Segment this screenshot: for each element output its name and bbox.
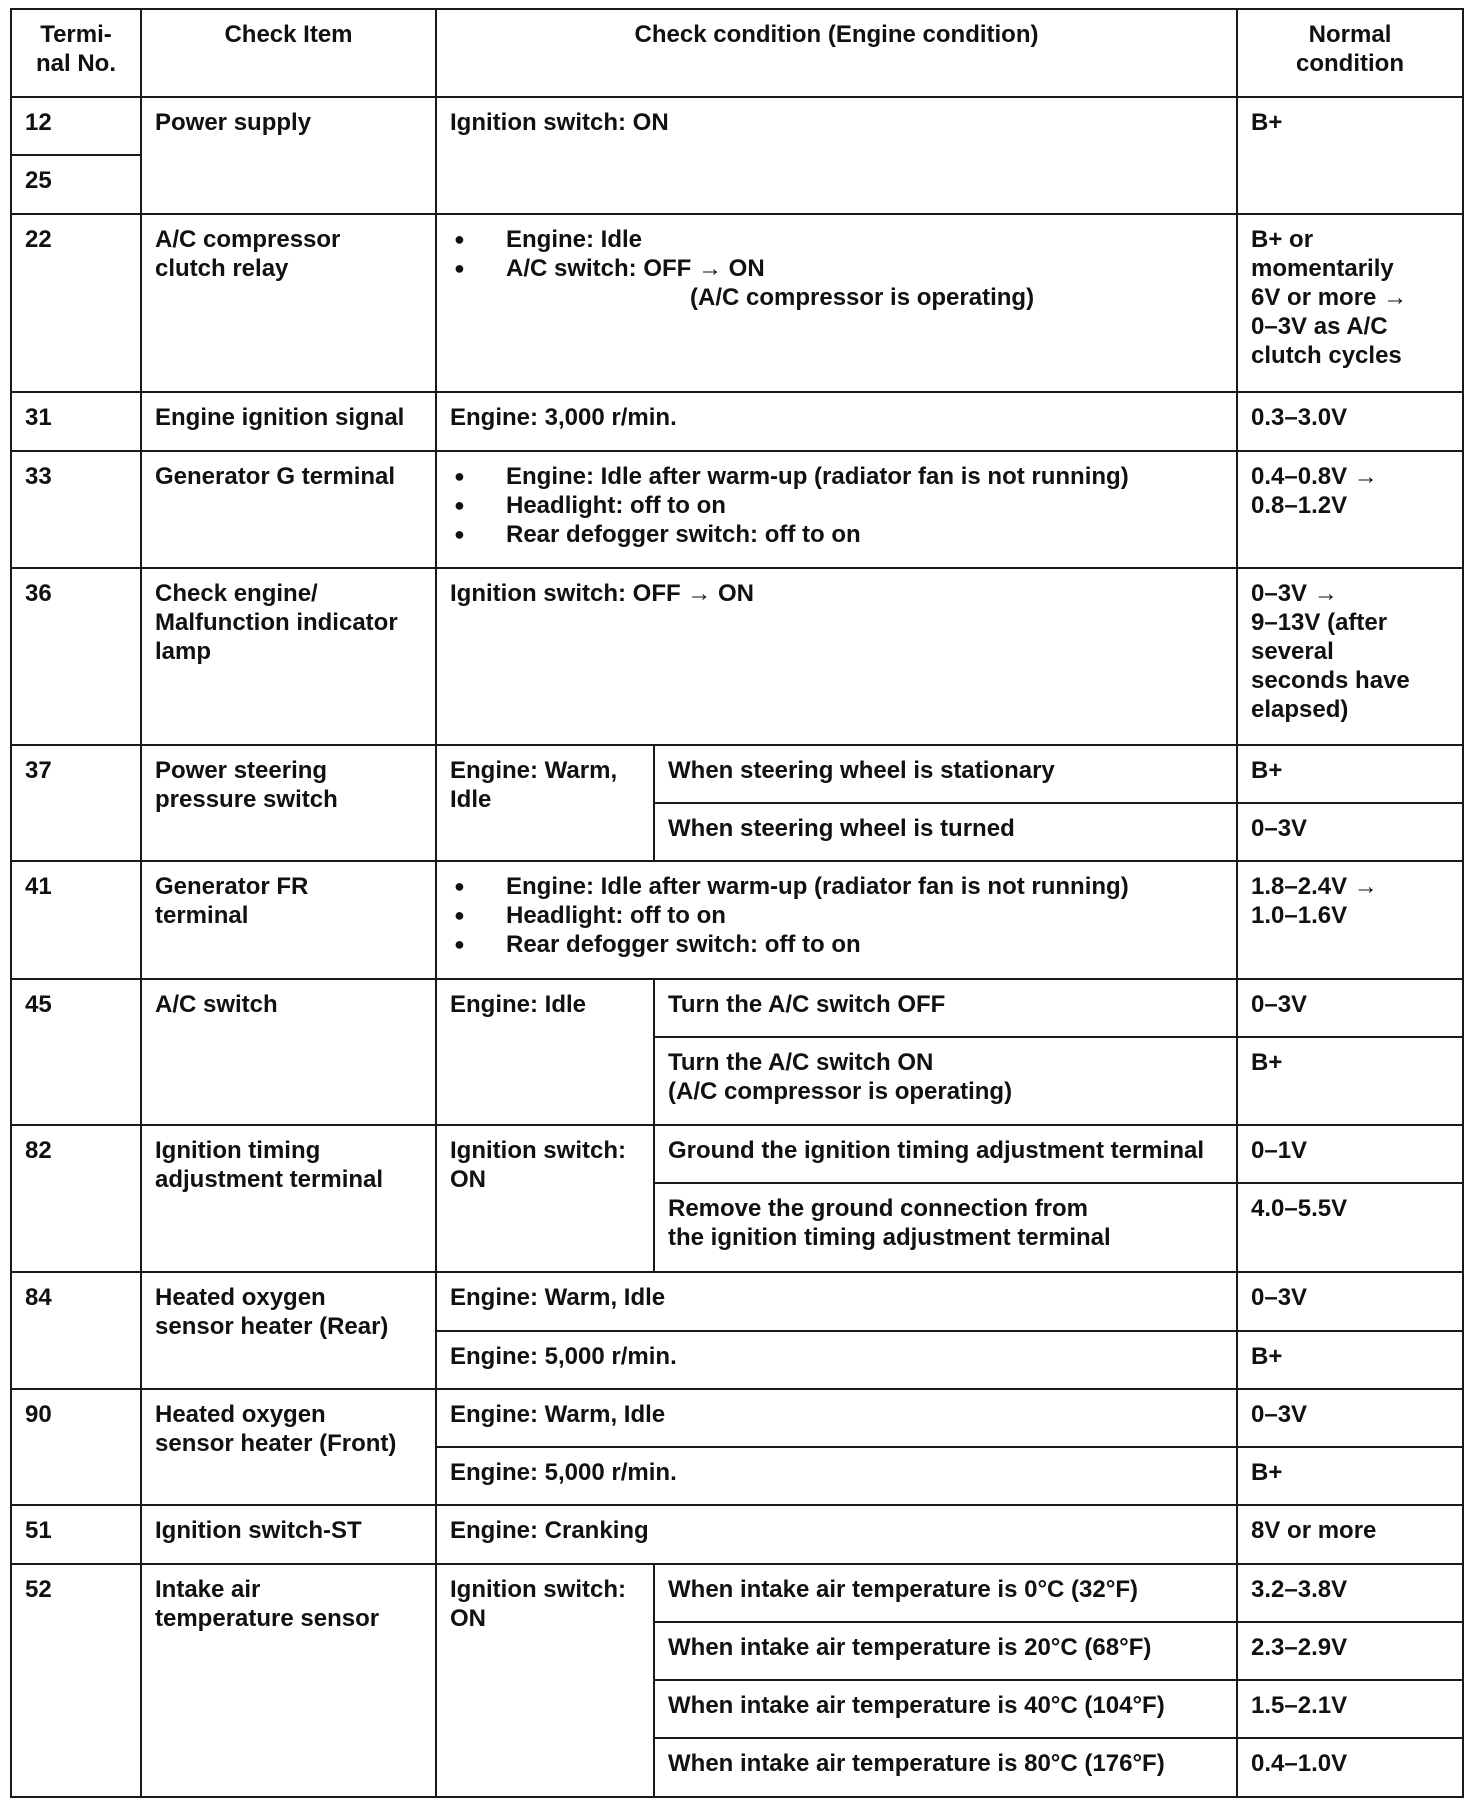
- condition-bullet: ● Headlight: off to on: [450, 901, 1224, 930]
- table-header-row: [11, 9, 1463, 97]
- condition-bullet: ● A/C switch: OFF → ON: [450, 254, 1224, 283]
- table-row: [11, 1125, 1463, 1183]
- normal-condition: 0–3V: [1237, 979, 1463, 1037]
- normal-condition: B+: [1237, 97, 1463, 214]
- check-item: Heated oxygen sensor heater (Front): [141, 1389, 436, 1505]
- check-condition: Ignition switch: ON: [436, 1125, 654, 1272]
- condition-note: (A/C compressor is operating): [690, 283, 1035, 311]
- condition-bullet: ● Rear defogger switch: off to on: [450, 520, 1224, 549]
- sub-condition: When intake air temperature is 20°C (68°F): [654, 1622, 1237, 1680]
- check-item: Generator G terminal: [141, 451, 436, 568]
- table-row: [11, 392, 1463, 451]
- sub-condition: Remove the ground connection from the ignition timing adjustment terminal: [654, 1183, 1237, 1272]
- normal-condition: B+: [1237, 1037, 1463, 1126]
- terminal-no: 41: [11, 861, 141, 979]
- table-row: [11, 1389, 1463, 1447]
- normal-condition: 0.3–3.0V: [1237, 392, 1463, 451]
- check-condition: Engine: Cranking: [436, 1505, 1237, 1564]
- check-condition: Engine: 3,000 r/min.: [436, 392, 1237, 451]
- sub-condition: When intake air temperature is 80°C (176°F): [654, 1738, 1237, 1797]
- table-row: [11, 1564, 1463, 1622]
- check-item: Heated oxygen sensor heater (Rear): [141, 1272, 436, 1389]
- terminal-no: 45: [11, 979, 141, 1126]
- normal-condition: 8V or more: [1237, 1505, 1463, 1564]
- terminal-no: 36: [11, 568, 141, 745]
- check-item: Engine ignition signal: [141, 392, 436, 451]
- check-item: Ignition timing adjustment terminal: [141, 1125, 436, 1272]
- condition-bullet: ● Engine: Idle after warm-up (radiator fan is not running): [450, 872, 1224, 901]
- normal-condition: 3.2–3.8V: [1237, 1564, 1463, 1622]
- terminal-no: 33: [11, 451, 141, 568]
- normal-condition: 4.0–5.5V: [1237, 1183, 1463, 1272]
- check-item: A/C switch: [141, 979, 436, 1126]
- check-item: Intake air temperature sensor: [141, 1564, 436, 1797]
- normal-condition: B+: [1237, 1331, 1463, 1389]
- sub-condition: When intake air temperature is 0°C (32°F): [654, 1564, 1237, 1622]
- check-condition: Ignition switch: ON: [436, 1564, 654, 1797]
- normal-condition: 0–3V → 9–13V (after several seconds have elapsed): [1237, 568, 1463, 745]
- table-row: [11, 214, 1463, 392]
- check-condition: [436, 214, 1237, 392]
- normal-condition: 0–3V: [1237, 803, 1463, 861]
- normal-condition: B+: [1237, 745, 1463, 803]
- table-row: [11, 745, 1463, 803]
- normal-condition: B+: [1237, 1447, 1463, 1505]
- normal-condition: 0.4–0.8V → 0.8–1.2V: [1237, 451, 1463, 568]
- normal-condition: 0.4–1.0V: [1237, 1738, 1463, 1797]
- table-row: [11, 979, 1463, 1037]
- header-check-condition: Check condition (Engine condition): [436, 9, 1237, 97]
- check-item: Power steering pressure switch: [141, 745, 436, 861]
- sub-condition: When intake air temperature is 40°C (104°F): [654, 1680, 1237, 1738]
- sub-condition: When steering wheel is turned: [654, 803, 1237, 861]
- table-row: [11, 1505, 1463, 1564]
- normal-condition: 0–3V: [1237, 1272, 1463, 1331]
- check-condition: Engine: Idle: [436, 979, 654, 1126]
- check-condition: Engine: 5,000 r/min.: [436, 1331, 1237, 1389]
- sub-condition: Turn the A/C switch ON (A/C compressor is operating): [654, 1037, 1237, 1126]
- terminal-no: 22: [11, 214, 141, 392]
- check-item: Check engine/ Malfunction indicator lamp: [141, 568, 436, 745]
- sub-condition: When steering wheel is stationary: [654, 745, 1237, 803]
- check-condition: [436, 861, 1237, 979]
- condition-bullet: ● Engine: Idle: [450, 225, 1224, 254]
- normal-condition: 0–3V: [1237, 1389, 1463, 1447]
- terminal-no: 12: [11, 97, 141, 155]
- normal-condition: 1.5–2.1V: [1237, 1680, 1463, 1738]
- condition-bullet: ● Headlight: off to on: [450, 491, 1224, 520]
- check-condition: Engine: Warm, Idle: [436, 1389, 1237, 1447]
- normal-condition: 2.3–2.9V: [1237, 1622, 1463, 1680]
- check-condition: Engine: Warm, Idle: [436, 1272, 1237, 1331]
- check-condition: [436, 451, 1237, 568]
- table-row: [11, 451, 1463, 568]
- terminal-no: 84: [11, 1272, 141, 1389]
- terminal-check-table-page: [10, 8, 1462, 1800]
- sub-condition: Turn the A/C switch OFF: [654, 979, 1237, 1037]
- terminal-check-table: [10, 8, 1464, 1798]
- terminal-no: 82: [11, 1125, 141, 1272]
- normal-condition: B+ or momentarily 6V or more → 0–3V as A/C clutch cycles: [1237, 214, 1463, 392]
- table-row: [11, 97, 1463, 155]
- header-terminal-no: Termi- nal No.: [11, 9, 141, 97]
- check-condition: Ignition switch: OFF → ON: [436, 568, 1237, 745]
- sub-condition: Ground the ignition timing adjustment terminal: [654, 1125, 1237, 1183]
- normal-condition: 1.8–2.4V → 1.0–1.6V: [1237, 861, 1463, 979]
- terminal-no: 52: [11, 1564, 141, 1797]
- terminal-no: 31: [11, 392, 141, 451]
- terminal-no: 25: [11, 155, 141, 214]
- terminal-no: 51: [11, 1505, 141, 1564]
- check-condition: Ignition switch: ON: [436, 97, 1237, 214]
- check-item: Power supply: [141, 97, 436, 214]
- check-item: A/C compressor clutch relay: [141, 214, 436, 392]
- condition-bullet: ● Engine: Idle after warm-up (radiator fan is not running): [450, 462, 1224, 491]
- table-row: [11, 1272, 1463, 1331]
- check-condition: Engine: 5,000 r/min.: [436, 1447, 1237, 1505]
- terminal-no: 37: [11, 745, 141, 861]
- check-item: Generator FR terminal: [141, 861, 436, 979]
- normal-condition: 0–1V: [1237, 1125, 1463, 1183]
- condition-bullet: ● Rear defogger switch: off to on: [450, 930, 1224, 959]
- header-normal-condition: Normal condition: [1237, 9, 1463, 97]
- table-row: [11, 861, 1463, 979]
- check-condition: Engine: Warm, Idle: [436, 745, 654, 861]
- check-item: Ignition switch-ST: [141, 1505, 436, 1564]
- header-check-item: Check Item: [141, 9, 436, 97]
- table-row: [11, 568, 1463, 745]
- terminal-no: 90: [11, 1389, 141, 1505]
